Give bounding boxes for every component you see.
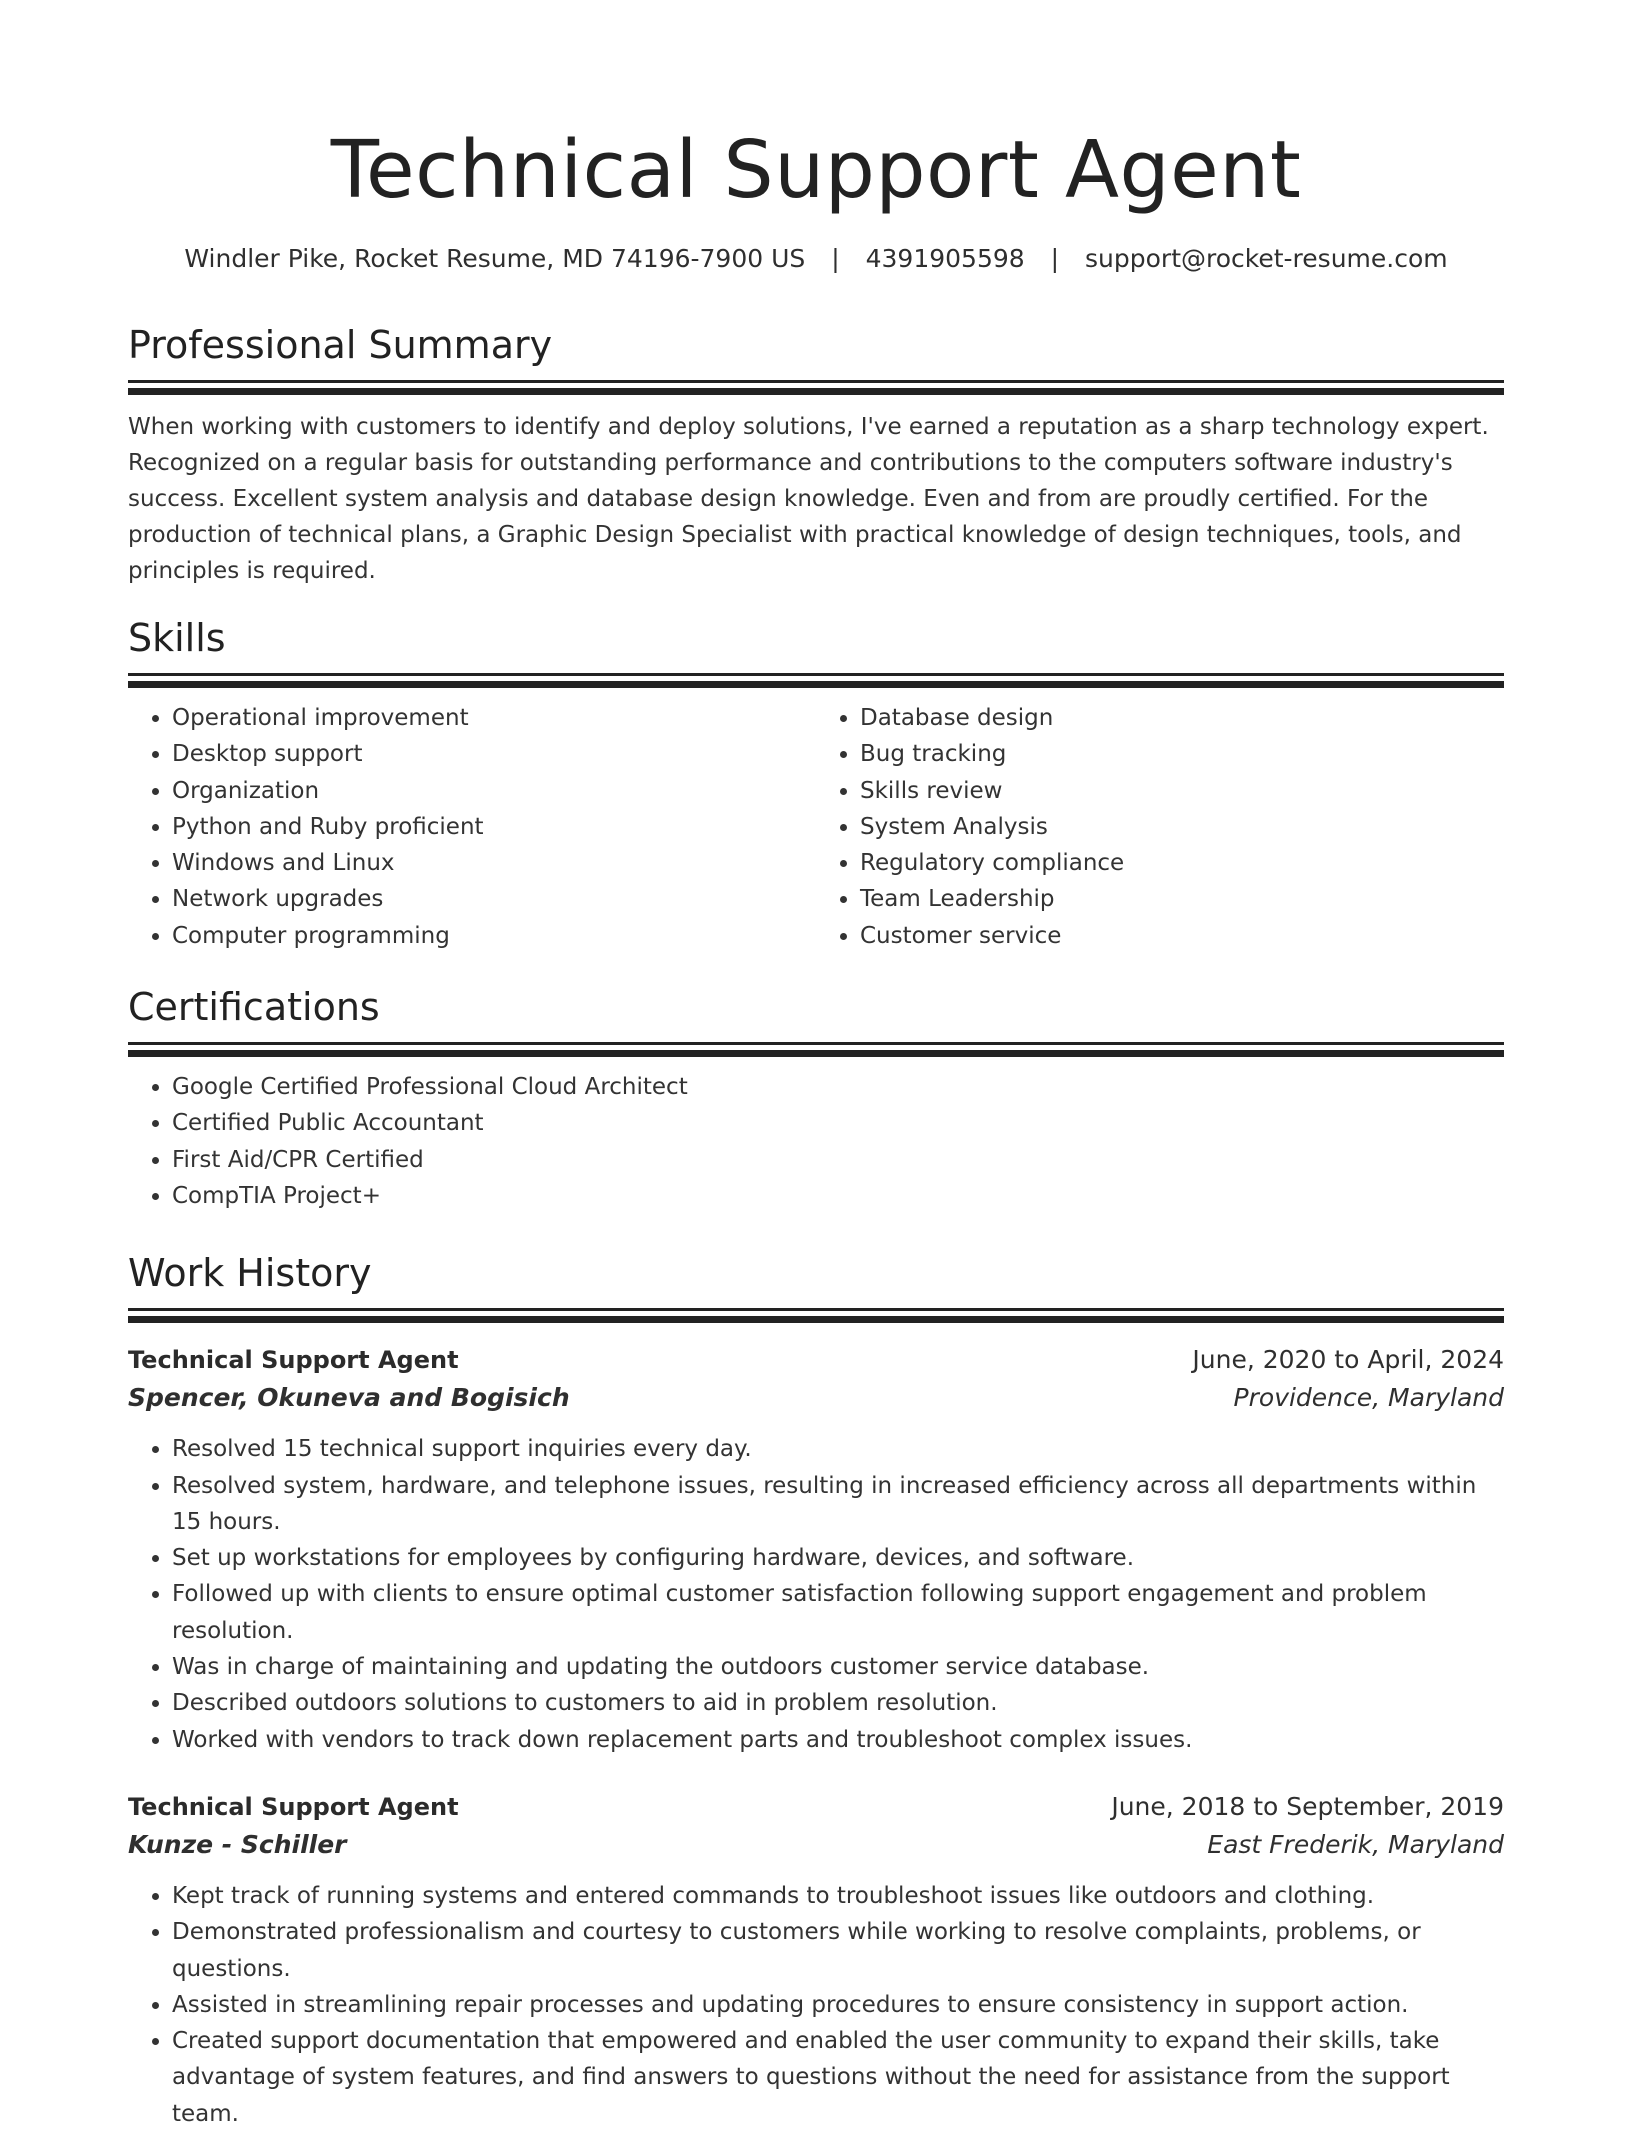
skill-item: • System Analysis: [860, 809, 1504, 845]
contact-email: support@rocket-resume.com: [1085, 244, 1448, 273]
skills-columns: [128, 700, 1504, 954]
skill-item: • Bug tracking: [860, 736, 1504, 772]
certification-item: • Google Certified Professional Cloud Architect: [172, 1069, 1504, 1105]
job-location: East Frederik, Maryland: [1207, 1829, 1504, 1859]
work-history-section: [128, 1248, 1504, 2132]
certifications-heading: Certifications: [128, 985, 380, 1030]
section-divider: [128, 1042, 1504, 1045]
section-divider: [128, 380, 1504, 383]
job-bullet: • Demonstrated professionalism and courtesy to customers while working to resolve complaints, problems, or questions.: [172, 1914, 1504, 1987]
certification-item: • Certified Public Accountant: [172, 1105, 1504, 1141]
job-bullet: • Worked with vendors to track down replacement parts and troubleshoot complex issues.: [172, 1722, 1504, 1758]
section-divider: [128, 1316, 1504, 1323]
skills-list-left: [128, 700, 816, 954]
job-header-row: [128, 1341, 1504, 1379]
skill-item: • Network upgrades: [172, 881, 816, 917]
skill-item: • Customer service: [860, 918, 1504, 954]
contact-separator: |: [1050, 244, 1060, 273]
section-divider: [128, 1308, 1504, 1311]
skill-item: • Database design: [860, 700, 1504, 736]
resume-page: [128, 0, 1504, 2132]
section-divider: [128, 673, 1504, 676]
job-bullet: • Kept track of running systems and entered commands to troubleshoot issues like outdoors and clothing.: [172, 1878, 1504, 1914]
job-header-row: [128, 1788, 1504, 1826]
job-company: Kunze - Schiller: [128, 1829, 347, 1859]
section-divider: [128, 1050, 1504, 1057]
certifications-list: [128, 1069, 1504, 1214]
work-history-heading: Work History: [128, 1251, 372, 1296]
job-bullet: • Resolved system, hardware, and telephone issues, resulting in increased efficiency across all departments within 15 hours.: [172, 1468, 1504, 1541]
resume-title: Technical Support Agent: [330, 124, 1302, 216]
job-entry: [128, 1788, 1504, 2132]
job-bullet: • Described outdoors solutions to customers to aid in problem resolution.: [172, 1685, 1504, 1721]
job-bullet-list: [128, 1431, 1504, 1758]
skill-item: • Regulatory compliance: [860, 845, 1504, 881]
skill-item: • Python and Ruby proficient: [172, 809, 816, 845]
skill-item: • Organization: [172, 773, 816, 809]
summary-text: When working with customers to identify and deploy solutions, I've earned a reputation as a sharp technology expert. Recognized on a regular basis for outstanding performance and contributions to the computers software industry's success. Excellent system analysis and database design knowledge. Even and from are proudly certified. For the production of technical plans, a Graphic Design Specialist with practical knowledge of design techniques, tools, and principles is required.: [128, 414, 1489, 584]
certifications-section: [128, 982, 1504, 1214]
certification-item: • CompTIA Project+: [172, 1178, 1504, 1214]
skill-item: • Windows and Linux: [172, 845, 816, 881]
skill-item: • Team Leadership: [860, 881, 1504, 917]
job-company: Spencer, Okuneva and Bogisich: [128, 1383, 570, 1413]
job-subheader-row: [128, 1379, 1504, 1417]
job-bullet: • Was in charge of maintaining and updating the outdoors customer service database.: [172, 1649, 1504, 1685]
skills-list-right: [816, 700, 1504, 954]
contact-phone: 4391905598: [865, 244, 1025, 273]
job-bullet: • Resolved 15 technical support inquiries every day.: [172, 1431, 1504, 1467]
job-bullet: • Set up workstations for employees by configuring hardware, devices, and software.: [172, 1540, 1504, 1576]
job-bullet: • Assisted in streamlining repair processes and updating procedures to ensure consistency in support action.: [172, 1987, 1504, 2023]
contact-separator: |: [831, 244, 840, 273]
section-divider: [128, 681, 1504, 688]
job-title: Technical Support Agent: [128, 1346, 459, 1375]
job-location: Providence, Maryland: [1233, 1383, 1504, 1413]
job-title: Technical Support Agent: [128, 1792, 459, 1821]
skill-item: • Computer programming: [172, 918, 816, 954]
skill-item: • Operational improvement: [172, 700, 816, 736]
certification-item: • First Aid/CPR Certified: [172, 1142, 1504, 1178]
skill-item: • Skills review: [860, 773, 1504, 809]
job-entry: [128, 1341, 1504, 1758]
job-dates: June, 2018 to September, 2019: [1111, 1791, 1504, 1821]
skill-item: • Desktop support: [172, 736, 816, 772]
summary-section: [128, 320, 1504, 589]
skills-heading: Skills: [128, 616, 226, 660]
skills-section: [128, 613, 1504, 954]
contact-address: Windler Pike, Rocket Resume, MD 74196-7900 US: [184, 244, 806, 273]
job-subheader-row: [128, 1826, 1504, 1864]
summary-heading: Professional Summary: [128, 323, 553, 367]
job-bullet: • Created support documentation that empowered and enabled the user community to expand their skills, take advantage of system features, and find answers to questions without the need for assistance from the support team.: [172, 2023, 1504, 2132]
job-dates: June, 2020 to April, 2024: [1192, 1345, 1504, 1375]
job-bullet-list: [128, 1878, 1504, 2132]
section-divider: [128, 388, 1504, 395]
contact-line: [128, 242, 1504, 276]
job-bullet: • Followed up with clients to ensure optimal customer satisfaction following support engagement and problem resolution.: [172, 1576, 1504, 1649]
